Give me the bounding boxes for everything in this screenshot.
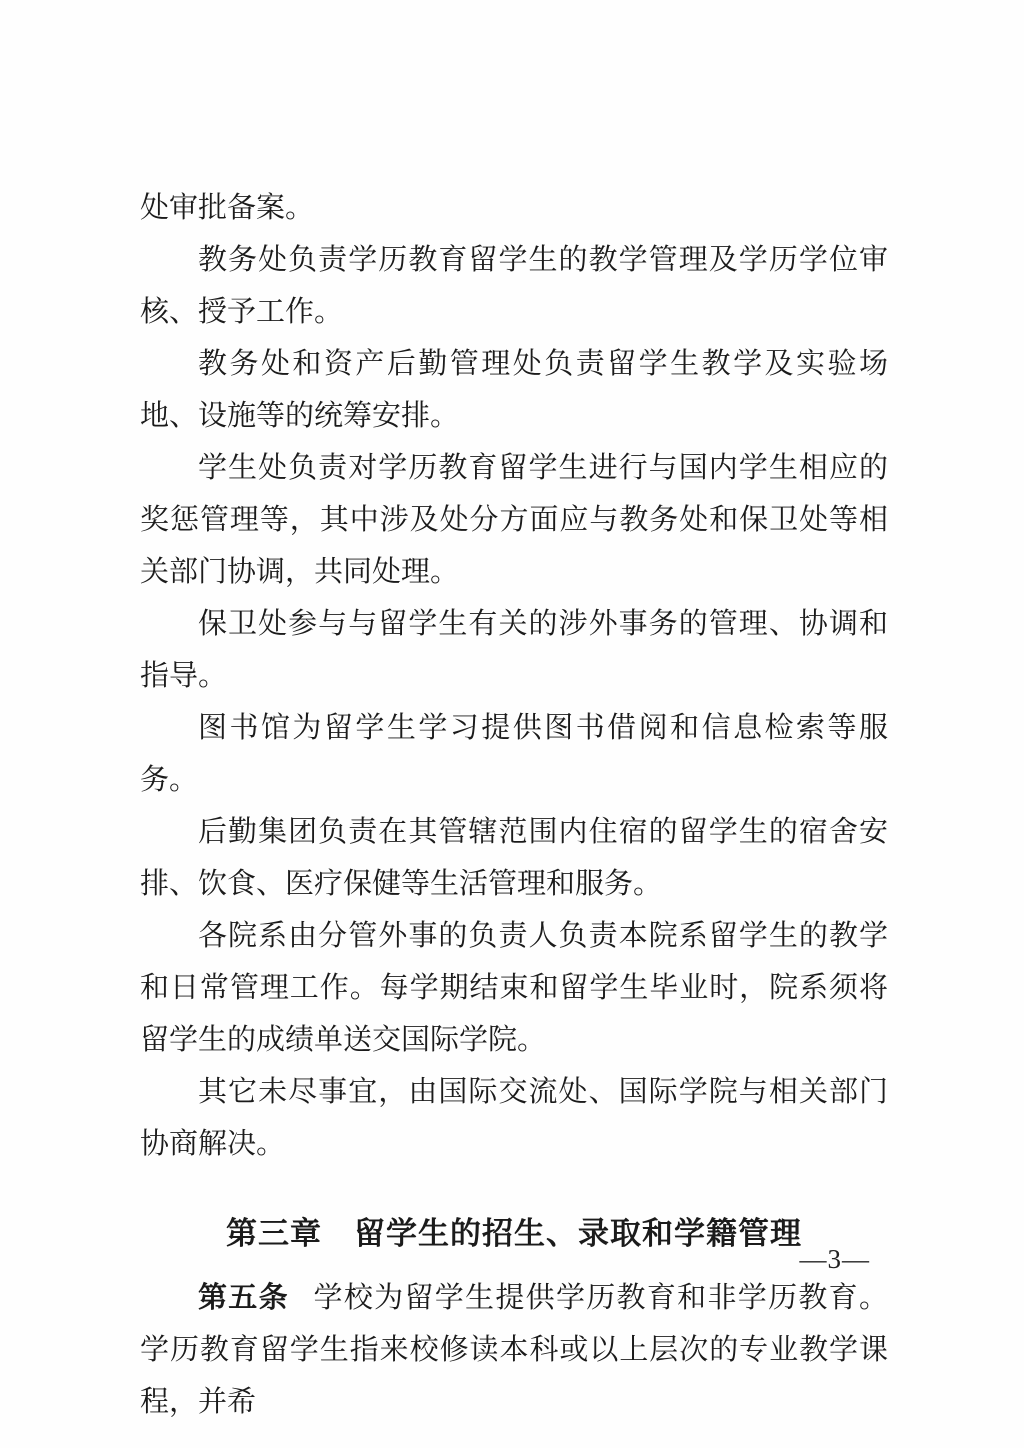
paragraph: 教务处和资产后勤管理处负责留学生教学及实验场地、设施等的统筹安排。 [140,348,888,432]
paragraph: 保卫处参与与留学生有关的涉外事务的管理、协调和指导。 [140,608,888,692]
document-body [140,182,888,1428]
article-text: 学校为留学生提供学历教育和非学历教育。学历教育留学生指来校修读本科或以上层次的专业教学课程，并希 [140,1282,888,1418]
paragraph: 学生处负责对学历教育留学生进行与国内学生相应的奖惩管理等，其中涉及处分方面应与教务处和保卫处等相关部门协调，共同处理。 [140,452,888,588]
paragraph: 图书馆为留学生学习提供图书借阅和信息检索等服务。 [140,712,888,796]
continuation-paragraph: 处审批备案。 [140,192,315,224]
page-number: —3— [799,1244,870,1274]
paragraph: 各院系由分管外事的负责人负责本院系留学生的教学和日常管理工作。每学期结束和留学生毕业时，院系须将留学生的成绩单送交国际学院。 [140,920,888,1056]
paragraph: 后勤集团负责在其管辖范围内住宿的留学生的宿舍安排、饮食、医疗保健等生活管理和服务。 [140,816,888,900]
chapter-heading: 第三章 留学生的招生、录取和学籍管理 [226,1216,802,1251]
paragraph: 教务处负责学历教育留学生的教学管理及学历学位审核、授予工作。 [140,244,888,328]
article-number: 第五条 [198,1282,289,1314]
paragraph: 其它未尽事宜，由国际交流处、国际学院与相关部门协商解决。 [140,1076,888,1160]
article-paragraph [140,1272,888,1428]
